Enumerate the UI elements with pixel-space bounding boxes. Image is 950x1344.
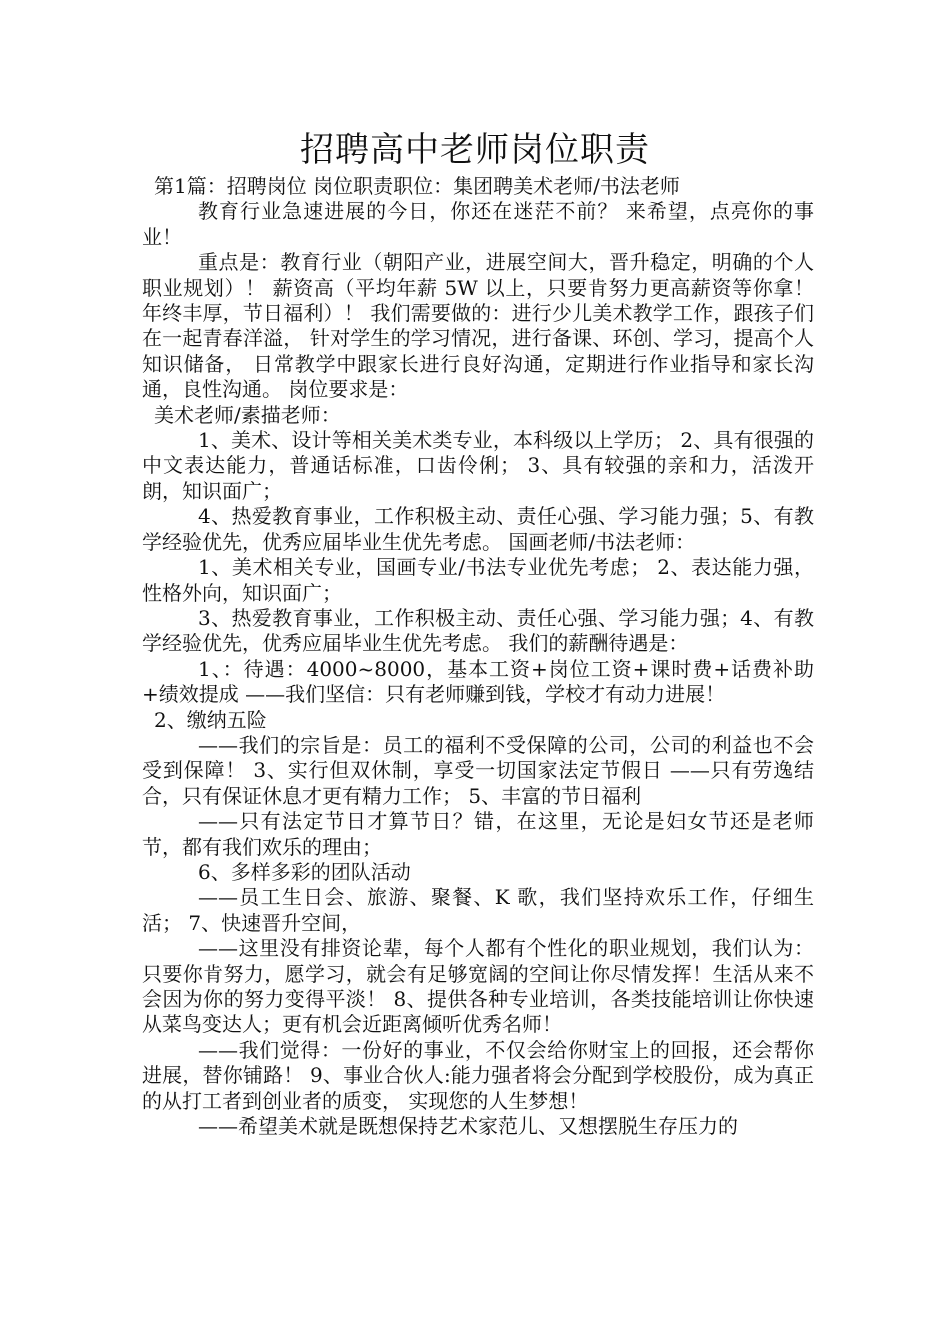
paragraph-highlights: 重点是：教育行业（朝阳产业，进展空间大，晋升稳定，明确的个人职业规划）！ 薪资高（平均年薪 5W 以上，只要肯努力更高薪资等你拿！年终丰厚，节日福利）！ 我们需要做的：进行少儿美术教学工作，跟孩子们在一起青春洋溢， 针对学生的学习情况，进行备课、环创、学习，提高个人知识储备， 日常教学中跟家长进行良好沟通，定期进行作业指导和家长沟通，良性沟通。 岗位要求是： bbox=[142, 250, 814, 402]
paragraph-welfare: ——我们的宗旨是：员工的福利不受保障的公司，公司的利益也不会受到保障！ 3、实行但双休制，享受一切国家法定节假日 ——只有劳逸结合，只有保证休息才更有精力工作； 5、丰富的节日福利 bbox=[142, 732, 814, 808]
paragraph-art-teacher-heading: 美术老师/素描老师： bbox=[154, 402, 341, 427]
paragraph-salary: 1、：待遇：4000~8000，基本工资+岗位工资+课时费+话费补助+绩效提成 ——我们坚信：只有老师赚到钱，学校才有动力进展！ bbox=[142, 656, 814, 707]
paragraph-career: ——我们觉得：一份好的事业，不仅会给你财宝上的回报，还会帮你进展，替你铺路！ 9、事业合伙人:能力强者将会分配到学校股份，成为真正的从打工者到创业者的质变， 实现您的人生梦想！ bbox=[142, 1037, 814, 1113]
paragraph-promotion: ——这里没有排资论辈，每个人都有个性化的职业规划，我们认为：只要你肯努力，愿学习，就会有足够宽阔的空间让你尽情发挥！生活从来不会因为你的努力变得平淡！ 8、提供各种专业培训，各类技能培训让你快速从菜鸟变达人；更有机会近距离倾听优秀名师！ bbox=[142, 936, 814, 1037]
paragraph-closing: ——希望美术就是既想保持艺术家范儿、又想摆脱生存压力的 bbox=[198, 1114, 738, 1139]
paragraph-section-heading: 第1篇：招聘岗位 岗位职责职位：集团聘美术老师/书法老师 bbox=[154, 174, 680, 198]
paragraph-intro: 教育行业急速进展的今日，你还在迷茫不前？ 来希望，点亮你的事业！ bbox=[142, 199, 814, 249]
paragraph-activities-detail: ——员工生日会、旅游、聚餐、K 歌，我们坚持欢乐工作，仔细生活； 7、快速晋升空间， bbox=[142, 885, 814, 935]
paragraph-art-requirements-1: 1、美术、设计等相关美术类专业，本科级以上学历； 2、具有很强的中文表达能力，普通话标准，口齿伶俐； 3、具有较强的亲和力，活泼开朗，知识面广； bbox=[142, 428, 814, 503]
paragraph-art-requirements-2: 4、热爱教育事业，工作积极主动、责任心强、学习能力强；5、有教学经验优先，优秀应届毕业生优先考虑。 国画老师/书法老师： bbox=[142, 504, 814, 554]
paragraph-team-activities: 6、多样多彩的团队活动 bbox=[198, 859, 411, 884]
document-body bbox=[142, 174, 814, 1139]
paragraph-calligraphy-requirements-2: 3、热爱教育事业，工作积极主动、责任心强、学习能力强；4、有教学经验优先，优秀应届毕业生优先考虑。 我们的薪酬待遇是： bbox=[142, 605, 814, 656]
paragraph-calligraphy-requirements-1: 1、美术相关专业，国画专业/书法专业优先考虑； 2、表达能力强，性格外向，知识面广； bbox=[142, 555, 814, 605]
document-title: 招聘高中老师岗位职责 bbox=[300, 130, 650, 170]
paragraph-insurance: 2、缴纳五险 bbox=[154, 707, 267, 732]
paragraph-holidays: ——只有法定节日才算节日？错，在这里，无论是妇女节还是老师节，都有我们欢乐的理由； bbox=[142, 809, 814, 859]
